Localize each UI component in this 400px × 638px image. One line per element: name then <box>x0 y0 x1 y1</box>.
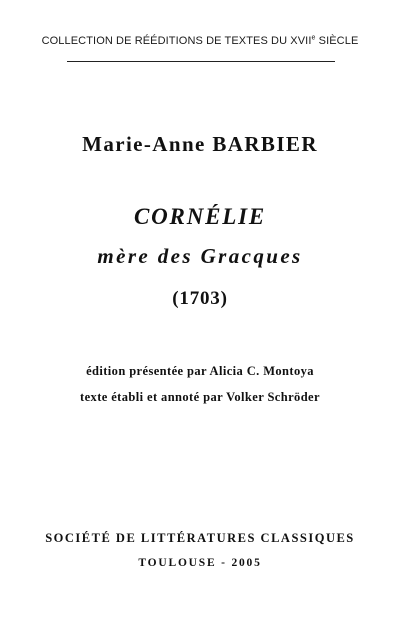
annotation-credit: texte établi et annoté par Volker Schröder <box>80 390 320 404</box>
work-subtitle: mère des Gracques <box>97 244 303 268</box>
edition-credit: édition présentée par Alicia C. Montoya <box>86 364 314 378</box>
collection-heading <box>0 35 400 47</box>
work-title: CORNÉLIE <box>134 204 266 229</box>
century-superscript: e <box>311 34 316 42</box>
publisher-place-date: TOULOUSE - 2005 <box>138 557 262 569</box>
collection-heading-suffix: SIÈCLE <box>315 35 359 47</box>
header-rule <box>67 61 335 62</box>
collection-heading-text: COLLECTION DE RÉÉDITIONS DE TEXTES DU XVII <box>41 35 312 47</box>
publisher-name: SOCIÉTÉ DE LITTÉRATURES CLASSIQUES <box>45 531 355 545</box>
author-name: Marie-Anne BARBIER <box>82 132 318 156</box>
publication-year: (1703) <box>172 288 228 309</box>
